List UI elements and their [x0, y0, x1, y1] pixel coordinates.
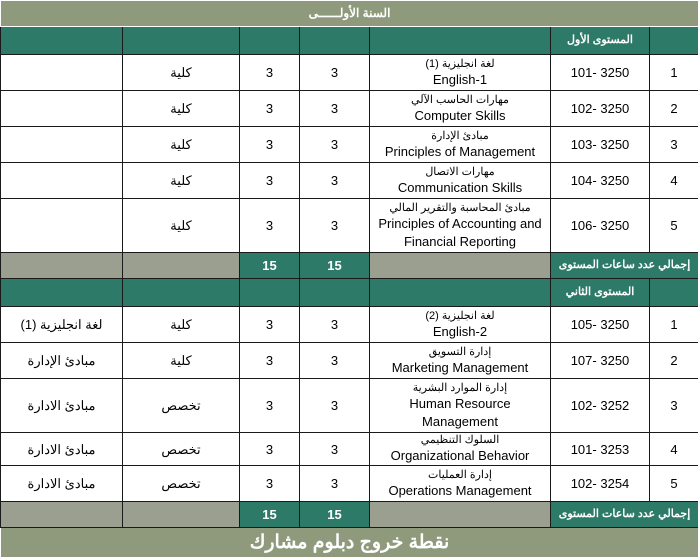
course-name-ar: مهارات الاتصال [373, 165, 547, 179]
course-type: كلية [123, 127, 240, 163]
course-name-en: Principles of Accounting and Financial Reporting [373, 215, 547, 251]
course-name-en: Principles of Management [373, 143, 547, 161]
level-header-blank [1, 27, 123, 55]
prerequisite [1, 163, 123, 199]
prerequisite: لغة انجليزية (1) [1, 307, 123, 343]
course-type: كلية [123, 55, 240, 91]
course-name-ar: مبادئ الإدارة [373, 129, 547, 143]
theory-hours: 3 [300, 91, 370, 127]
credit-hours: 3 [240, 343, 300, 379]
course-code: 3250 -103 [551, 127, 650, 163]
course-number: 3 [650, 379, 698, 433]
course-name [370, 91, 551, 127]
credit-hours: 3 [240, 55, 300, 91]
course-code: 3250 -107 [551, 343, 650, 379]
course-type: كلية [123, 91, 240, 127]
level-total-label: إجمالي عدد ساعات المستوى [551, 502, 698, 528]
level-total-blank [370, 253, 551, 279]
level-total-blank [370, 502, 551, 528]
prerequisite: مبادئ الادارة [1, 466, 123, 502]
level-header-blank [650, 27, 698, 55]
level-header-blank [240, 27, 300, 55]
theory-hours: 3 [300, 379, 370, 433]
theory-hours: 3 [300, 127, 370, 163]
course-name-ar: لغة انجليزية (1) [373, 57, 547, 71]
course-row [1, 379, 698, 433]
course-code: 3250 -106 [551, 199, 650, 253]
course-name-en: Marketing Management [373, 359, 547, 377]
level-header-blank [123, 279, 240, 307]
course-number: 2 [650, 91, 698, 127]
prerequisite [1, 91, 123, 127]
course-row [1, 307, 698, 343]
prerequisite: مبادئ الادارة [1, 433, 123, 466]
course-row [1, 55, 698, 91]
level-total-label: إجمالي عدد ساعات المستوى [551, 253, 698, 279]
level-header-blank [240, 279, 300, 307]
course-name-ar: إدارة الموارد البشرية [373, 381, 547, 395]
course-number: 5 [650, 466, 698, 502]
course-row [1, 466, 698, 502]
level-total-row [1, 502, 698, 528]
course-type: تخصص [123, 379, 240, 433]
course-number: 5 [650, 199, 698, 253]
course-name-en: Communication Skills [373, 179, 547, 197]
level-total-credit: 15 [240, 502, 300, 528]
course-name-ar: إدارة العمليات [373, 468, 547, 482]
course-name-en: Computer Skills [373, 107, 547, 125]
level-title: المستوى الثاني [551, 279, 650, 307]
exit-point-note: نقطة خروج دبلوم مشارك [1, 528, 698, 558]
year-title: السنة الأولــــــى [1, 1, 698, 27]
course-name-ar: إدارة التسويق [373, 345, 547, 359]
theory-hours: 3 [300, 163, 370, 199]
course-type: كلية [123, 307, 240, 343]
level-header-blank [300, 279, 370, 307]
course-number: 2 [650, 343, 698, 379]
course-name [370, 466, 551, 502]
level-header-blank [650, 279, 698, 307]
course-name [370, 343, 551, 379]
credit-hours: 3 [240, 199, 300, 253]
level-total-row [1, 253, 698, 279]
course-type: كلية [123, 343, 240, 379]
level-header-blank [123, 27, 240, 55]
course-row [1, 91, 698, 127]
credit-hours: 3 [240, 466, 300, 502]
theory-hours: 3 [300, 307, 370, 343]
course-type: كلية [123, 199, 240, 253]
level-total-blank [123, 253, 240, 279]
credit-hours: 3 [240, 163, 300, 199]
level-total-blank [1, 502, 123, 528]
course-number: 1 [650, 55, 698, 91]
credit-hours: 3 [240, 379, 300, 433]
course-row [1, 433, 698, 466]
prerequisite [1, 199, 123, 253]
level-total-credit: 15 [240, 253, 300, 279]
course-name [370, 55, 551, 91]
prerequisite: مبادئ الادارة [1, 379, 123, 433]
course-row [1, 163, 698, 199]
exit-point-row [1, 528, 698, 558]
theory-hours: 3 [300, 199, 370, 253]
course-number: 4 [650, 433, 698, 466]
year-title-row [1, 1, 698, 27]
course-type: كلية [123, 163, 240, 199]
course-name-ar: لغة انجليزية (2) [373, 309, 547, 323]
theory-hours: 3 [300, 343, 370, 379]
level-header-row [1, 279, 698, 307]
course-code: 3250 -101 [551, 55, 650, 91]
credit-hours: 3 [240, 433, 300, 466]
course-code: 3253 -101 [551, 433, 650, 466]
level-header-blank [370, 27, 551, 55]
theory-hours: 3 [300, 55, 370, 91]
course-type: تخصص [123, 433, 240, 466]
prerequisite [1, 127, 123, 163]
course-type: تخصص [123, 466, 240, 502]
level-total-theory: 15 [300, 502, 370, 528]
course-name [370, 163, 551, 199]
level-title: المستوى الأول [551, 27, 650, 55]
level-total-blank [123, 502, 240, 528]
credit-hours: 3 [240, 91, 300, 127]
course-name [370, 307, 551, 343]
level-header-blank [1, 279, 123, 307]
course-number: 3 [650, 127, 698, 163]
level-header-blank [300, 27, 370, 55]
level-header-row [1, 27, 698, 55]
course-name [370, 433, 551, 466]
course-name-en: English-1 [373, 71, 547, 89]
credit-hours: 3 [240, 127, 300, 163]
course-row [1, 127, 698, 163]
course-number: 4 [650, 163, 698, 199]
course-code: 3250 -102 [551, 91, 650, 127]
level-total-blank [1, 253, 123, 279]
course-name-en: Human Resource Management [373, 395, 547, 431]
prerequisite [1, 55, 123, 91]
course-row [1, 199, 698, 253]
course-name [370, 199, 551, 253]
course-code: 3250 -105 [551, 307, 650, 343]
course-name [370, 127, 551, 163]
level-total-theory: 15 [300, 253, 370, 279]
theory-hours: 3 [300, 433, 370, 466]
course-name-en: Organizational Behavior [373, 447, 547, 465]
prerequisite: مبادئ الإدارة [1, 343, 123, 379]
course-name-ar: السلوك التنظيمي [373, 433, 547, 447]
level-header-blank [370, 279, 551, 307]
course-name-en: English-2 [373, 323, 547, 341]
course-code: 3254 -102 [551, 466, 650, 502]
course-row [1, 343, 698, 379]
course-name-ar: مبادئ المحاسبة والتقرير المالي [373, 201, 547, 215]
credit-hours: 3 [240, 307, 300, 343]
course-code: 3250 -104 [551, 163, 650, 199]
course-name-ar: مهارات الحاسب الآلي [373, 93, 547, 107]
course-name-en: Operations Management [373, 482, 547, 500]
course-number: 1 [650, 307, 698, 343]
course-name [370, 379, 551, 433]
course-code: 3252 -102 [551, 379, 650, 433]
theory-hours: 3 [300, 466, 370, 502]
